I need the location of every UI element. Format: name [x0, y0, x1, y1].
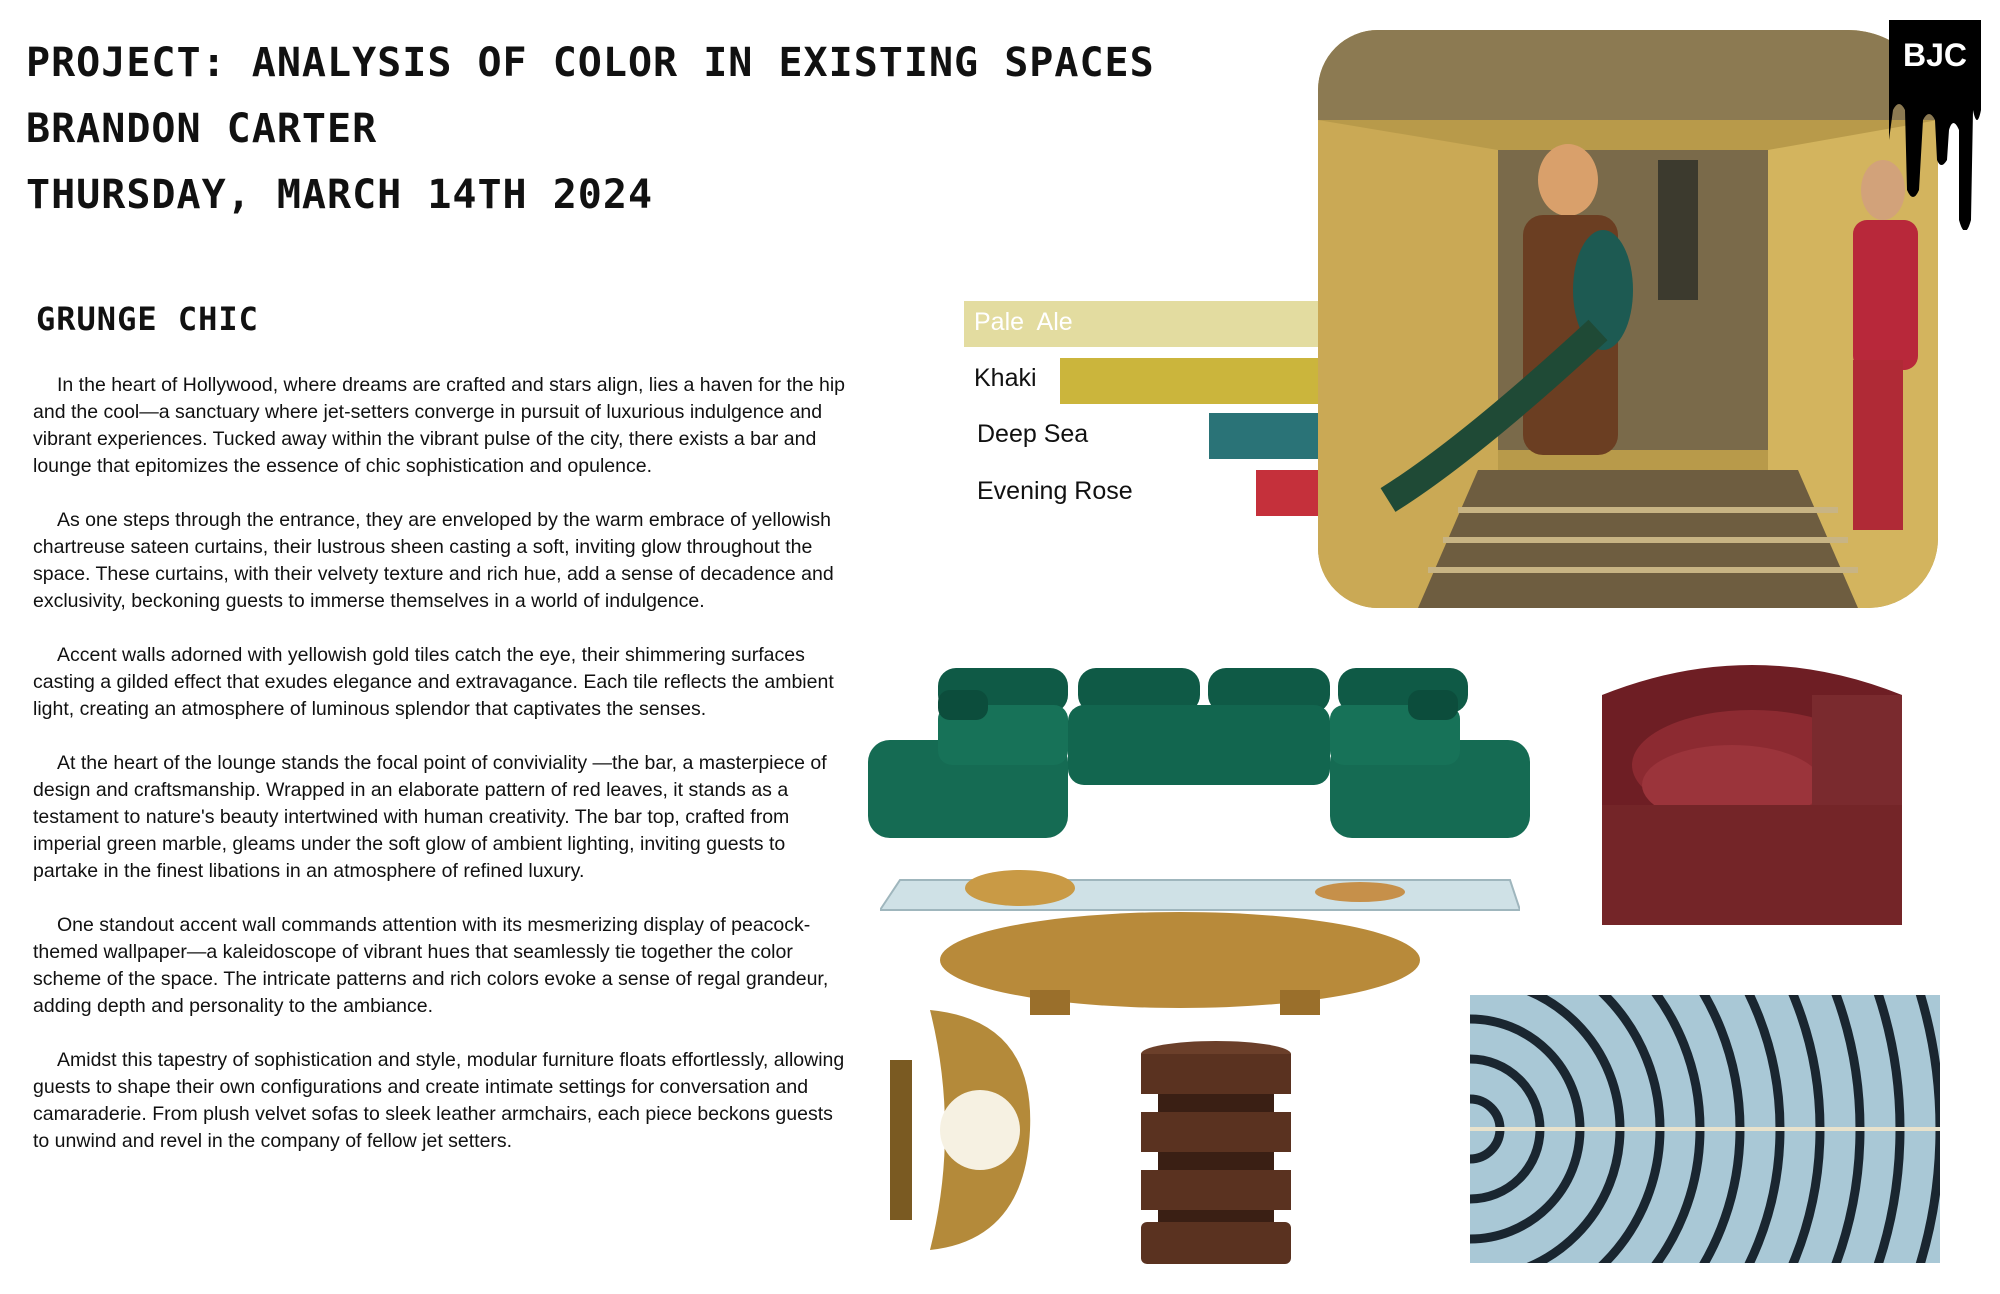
swatch-label-deep-sea: Deep Sea	[977, 420, 1089, 448]
header	[26, 30, 1155, 228]
paragraph: At the heart of the lounge stands the focal point of conviviality —the bar, a masterpiece of design and craftsmanship. Wrapped in an elaborate pattern of red leaves, it stands as a testament to nature's beauty intertwined with human creativity. The bar top, crafted from imperial green marble, gleams under the soft glow of ambient lighting, inviting guests to partake in the finest libations in an atmosphere of refined luxury.	[33, 752, 827, 882]
blue-tile-image	[1470, 995, 1940, 1263]
hippo-table-image	[880, 860, 1520, 1020]
project-title: PROJECT: ANALYSIS OF COLOR IN EXISTING SPACES	[26, 40, 1155, 86]
section-title: GRUNGE CHIC	[36, 300, 259, 338]
paragraph: Amidst this tapestry of sophistication and style, modular furniture floats effortlessly, allowing guests to shape their own configurations and create intimate settings for conversation and camaraderie. From plush velvet sofas to sleek leather armchairs, each piece beckons guests to unwind and revel in the company of fellow jet setters.	[33, 1049, 845, 1152]
paragraph: One standout accent wall commands attention with its mesmerizing display of peacock-themed wallpaper—a kaleidoscope of vibrant hues that seamlessly tie together the color scheme of the space. The intricate patterns and rich colors evoke a sense of regal grandeur, adding depth and personality to the ambiance.	[33, 914, 829, 1017]
wood-side-table-image	[1140, 1040, 1292, 1265]
subway-photo	[1318, 30, 1938, 608]
paragraph: Accent walls adorned with yellowish gold tiles catch the eye, their shimmering surfaces casting a gilded effect that exudes elegance and extravagance. Each tile reflects the ambient light, creating an atmosphere of luminous splendor that captivates the senses.	[33, 644, 834, 720]
swatch-khaki	[1060, 358, 1344, 404]
paragraph: As one steps through the entrance, they are enveloped by the warm embrace of yellowish chartreuse sateen curtains, their lustrous sheen casting a soft, inviting glow throughout the space. These curtains, with their velvety texture and rich hue, add a sense of decadence and exclusivity, beckoning guests to immerse themselves in a world of indulgence.	[33, 509, 834, 612]
logo-text: BJC	[1902, 37, 1968, 73]
fringe-armchair-image	[1582, 655, 1922, 930]
bjc-logo	[1889, 20, 1981, 230]
swatch-label-pale-ale: Pale Ale	[974, 308, 1073, 336]
swatch-label-khaki: Khaki	[974, 364, 1037, 392]
author-name: BRANDON CARTER	[26, 106, 378, 152]
brass-sconce-image	[890, 1010, 1035, 1250]
date-line: THURSDAY, MARCH 14TH 2024	[26, 172, 654, 218]
swatch-label-evening-rose: Evening Rose	[977, 477, 1133, 505]
green-sofa-image	[868, 660, 1530, 840]
body-text	[33, 372, 853, 1182]
paragraph: In the heart of Hollywood, where dreams are crafted and stars align, lies a haven for the hip and the cool—a sanctuary where jet-setters converge in pursuit of luxurious indulgence and vibrant experiences. Tucked away within the vibrant pulse of the city, there exists a bar and lounge that epitomizes the essence of chic sophistication and opulence.	[33, 374, 846, 477]
